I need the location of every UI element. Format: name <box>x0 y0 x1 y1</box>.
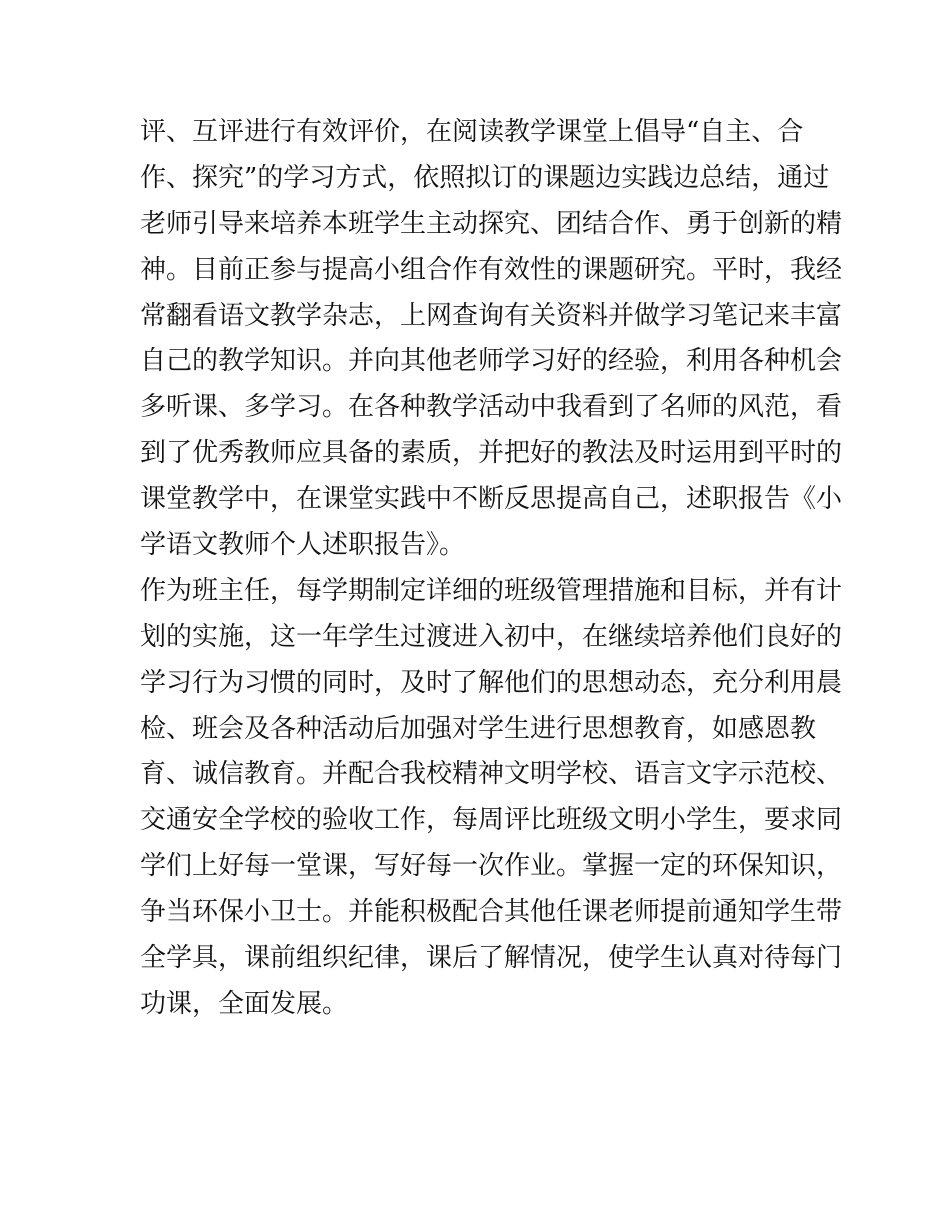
text-line: 争当环保小卫士。并能积极配合其他任课老师提前通知学生带 <box>140 897 843 928</box>
text-line: 学习行为习惯的同时，及时了解他们的思想动态，充分利用晨 <box>140 667 843 698</box>
text-line: 育、诚信教育。并配合我校精神文明学校、语言文字示范校、 <box>140 759 843 790</box>
text-line: 课堂教学中，在课堂实践中不断反思提高自己，述职报告《小 <box>140 484 843 515</box>
text-line: 全学具，课前组织纪律，课后了解情况，使学生认真对待每门 <box>140 943 843 974</box>
text-line: 到了优秀教师应具备的素质，并把好的教法及时运用到平时的 <box>140 438 843 469</box>
body-text <box>140 110 843 1028</box>
text-line: 作、探究”的学习方式，依照拟订的课题边实践边总结，通过 <box>140 162 830 193</box>
text-line: 自己的教学知识。并向其他老师学习好的经验，利用各种机会 <box>140 346 843 377</box>
text-line: 学们上好每一堂课，写好每一次作业。掌握一定的环保知识， <box>140 851 843 882</box>
text-line: 划的实施，这一年学生过渡进入初中，在继续培养他们良好的 <box>140 621 843 652</box>
text-line: 多听课、多学习。在各种教学活动中我看到了名师的风范，看 <box>140 392 843 423</box>
text-line: 交通安全学校的验收工作，每周评比班级文明小学生，要求同 <box>140 805 843 836</box>
text-line: 检、班会及各种活动后加强对学生进行思想教育，如感恩教 <box>140 713 817 744</box>
text-line: 功课，全面发展。 <box>140 988 349 1019</box>
text-line: 评、互评进行有效评价，在阅读教学课堂上倡导“自主、合 <box>140 117 804 147</box>
text-line: 常翻看语文教学杂志，上网查询有关资料并做学习笔记来丰富 <box>140 300 843 331</box>
text-line: 作为班主任，每学期制定详细的班级管理措施和目标，并有计 <box>140 575 843 606</box>
text-line: 神。目前正参与提高小组合作有效性的课题研究。平时，我经 <box>140 254 843 285</box>
text-line: 学语文教师个人述职报告》。 <box>140 530 466 561</box>
text-line: 老师引导来培养本班学生主动探究、团结合作、勇于创新的精 <box>140 208 843 239</box>
